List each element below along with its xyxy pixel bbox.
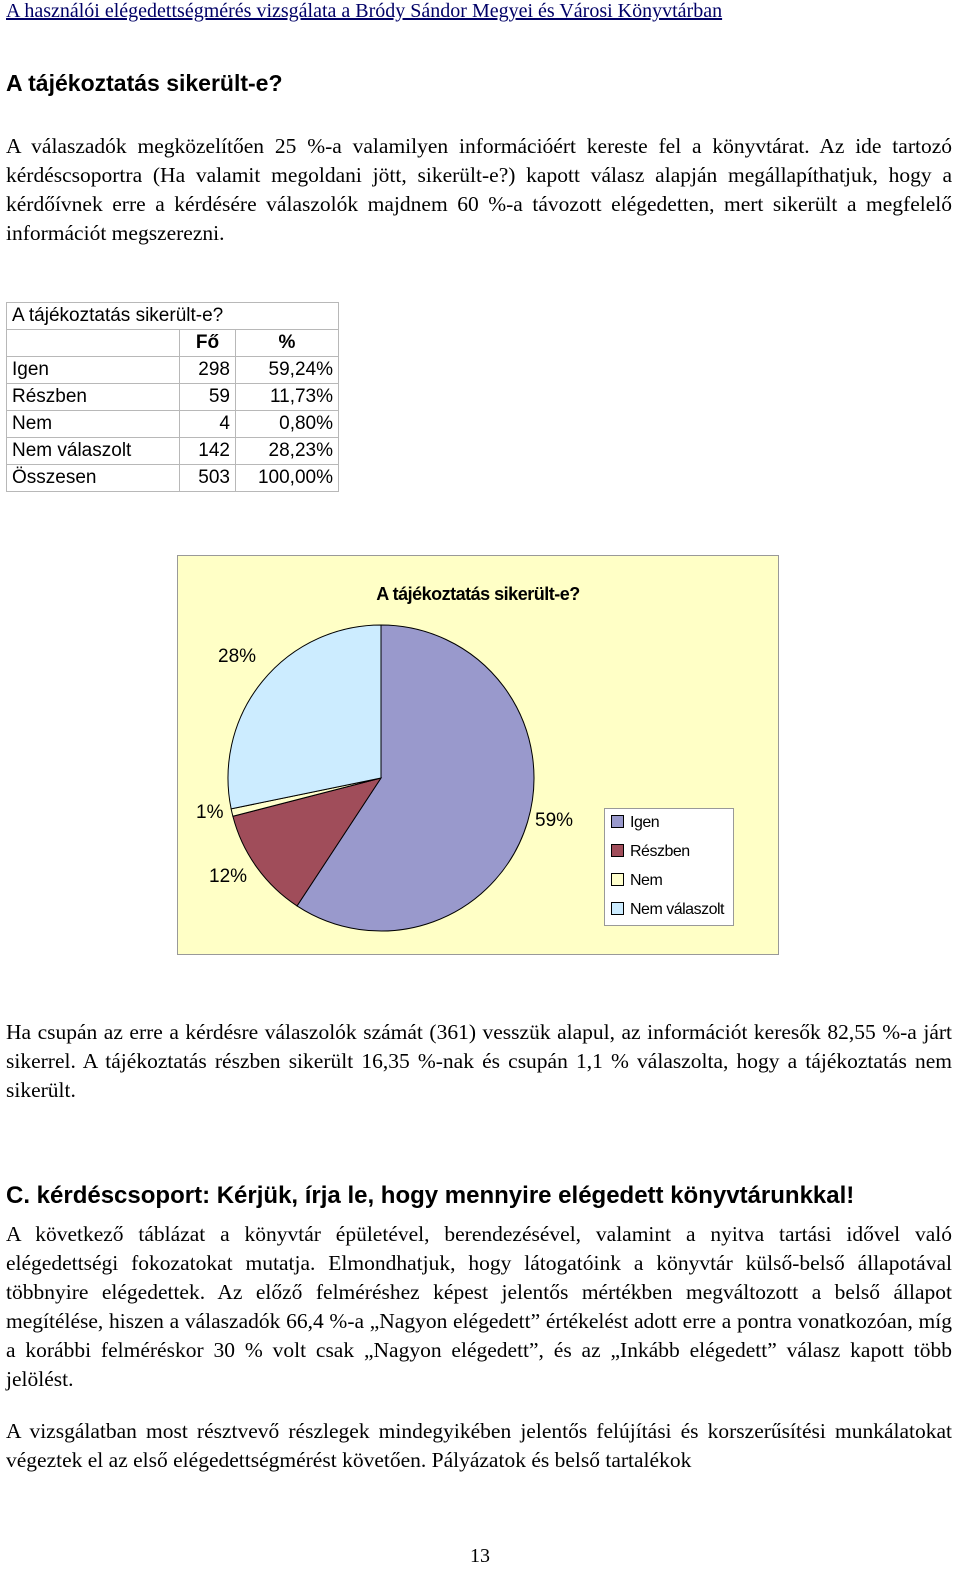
table-cell: 59,24%: [236, 357, 339, 384]
table-header-cell: %: [236, 330, 339, 357]
legend-label: Részben: [630, 843, 690, 860]
table-cell: 0,80%: [236, 411, 339, 438]
legend-label: Nem: [630, 872, 663, 889]
table-cell: 142: [180, 438, 236, 465]
table-cell: Igen: [7, 357, 180, 384]
legend-label: Igen: [630, 814, 660, 831]
legend-item: [611, 842, 690, 862]
data-label: 59%: [535, 810, 574, 831]
table-row: [7, 411, 339, 438]
body-paragraph: A következő táblázat a könyvtár épületével, berendezésével, valamint a nyitva tartási idővel való elégedettségi fokozatokat mutatja. Elmondhatjuk, hogy látogatóink a könyvtár külső-belső állapotával többnyire elégedettek. Az előző felméréshez képest jelentős mértékben megváltozott a belső állapot megítélése, hiszen a válaszadók 66,4 %-a „Nagyon elégedett” értékelést adott erre a pontra vonatkozóan, míg a korábbi felméréskor 30 % volt csak „Nagyon elégedett”, és az „Inkább elégedett” válasz kapott több jelölést.: [6, 1222, 952, 1391]
table-row: [7, 438, 339, 465]
analysis-paragraph: Ha csupán az erre a kérdésre válaszolók számát (361) vesszük alapul, az információt keresők 82,55 %-a járt sikerrel. A tájékoztatás részben sikerült 16,35 %-nak és csupán 1,1 % válaszolta, hogy a tájékoztatás nem sikerült.: [6, 1020, 952, 1102]
table-cell: Nem: [7, 411, 180, 438]
legend-swatch: [611, 815, 624, 828]
data-label: 1%: [196, 802, 224, 823]
page-number: 13: [470, 1545, 490, 1567]
table-header-row: [7, 330, 339, 357]
table-cell: Összesen: [7, 465, 180, 492]
table-cell: Nem válaszolt: [7, 438, 180, 465]
legend-item: [611, 813, 659, 833]
table-row: [7, 384, 339, 411]
table-title-row: [7, 303, 339, 330]
legend-swatch: [611, 844, 624, 857]
table-cell: 4: [180, 411, 236, 438]
section-heading: A tájékoztatás sikerült-e?: [6, 70, 283, 96]
legend-swatch: [611, 873, 624, 886]
body-paragraph: A vizsgálatban most résztvevő részlegek mindegyikében jelentős felújítási és korszerűsítési munkálatokat végeztek el az első elégedettségmérést követően. Pályázatok és belső tartalékok: [6, 1419, 952, 1472]
table-header-cell: [7, 330, 180, 357]
chart-title: A tájékoztatás sikerült-e?: [376, 584, 580, 604]
table-cell: 11,73%: [236, 384, 339, 411]
section-heading: C. kérdéscsoport: Kérjük, írja le, hogy mennyire elégedett könyvtárunkkal!: [6, 1182, 855, 1209]
table-row: [7, 357, 339, 384]
table-cell: 28,23%: [236, 438, 339, 465]
legend-item: [611, 900, 724, 920]
results-table: [6, 302, 339, 492]
table-cell: 503: [180, 465, 236, 492]
table-cell: 100,00%: [236, 465, 339, 492]
running-header: A használói elégedettségmérés vizsgálata a Bródy Sándor Megyei és Városi Könyvtárban: [6, 0, 723, 22]
legend-swatch: [611, 902, 624, 915]
legend-item: [611, 871, 662, 891]
legend-label: Nem válaszolt: [630, 901, 724, 918]
data-label: 12%: [209, 866, 248, 887]
table-cell: 59: [180, 384, 236, 411]
table-title: A tájékoztatás sikerült-e?: [7, 303, 339, 330]
table-cell: 298: [180, 357, 236, 384]
table-row: [7, 465, 339, 492]
data-label: 28%: [218, 646, 257, 667]
table-header-cell: Fő: [180, 330, 236, 357]
table-cell: Részben: [7, 384, 180, 411]
chart-legend: [604, 808, 734, 926]
intro-paragraph: A válaszadók megközelítően 25 %-a valamilyen információért kereste fel a könyvtárat. Az ide tartozó kérdéscsoportra (Ha valamit megoldani jött, sikerült-e?) kapott válasz alapján megállapíthatjuk, hogy a kérdőívnek erre a kérdésére válaszolók majdnem 60 %-a távozott elégedetten, mert sikerült a megfelelő információt megszerezni.: [6, 134, 952, 245]
pie-chart: [177, 555, 779, 955]
